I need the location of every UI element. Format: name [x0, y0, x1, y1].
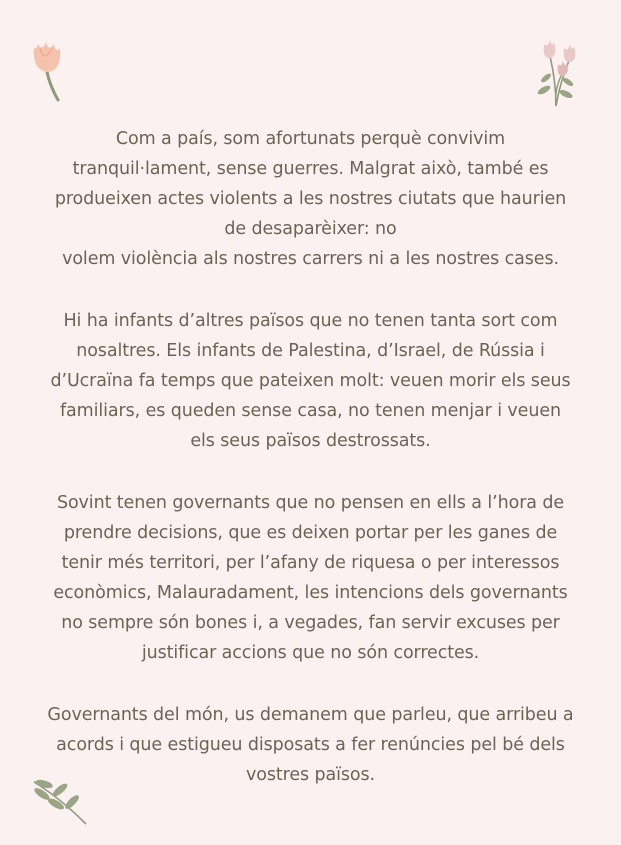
text-line: tranquil·lament, sense guerres. Malgrat això, també es	[72, 159, 549, 179]
text-line: no sempre són bones i, a vegades, fan servir excuses per	[61, 613, 560, 633]
text-line: vostres països.	[246, 765, 375, 785]
text-line: justificar accions que no són correctes.	[141, 643, 480, 663]
text-line: Sovint tenen governants que no pensen en ells a l’hora de	[56, 493, 565, 513]
text-line: tenir més territori, per l’afany de riquesa o per interessos	[61, 553, 560, 573]
text-line: Com a país, som afortunats perquè convivim	[115, 129, 506, 149]
text-line: familiars, es queden sense casa, no tenen menjar i veuen	[59, 401, 561, 421]
text-line: acords i que estigueu disposats a fer renúncies pel bé dels	[56, 735, 565, 755]
text-line: els seus països destrossats.	[190, 431, 431, 451]
text-line: prendre decisions, que es deixen portar per les ganes de	[63, 523, 558, 543]
text-line: Governants del món, us demanem que parleu, que arribeu a	[47, 705, 574, 725]
paragraph-2	[18, 306, 603, 456]
text-line: volem violència als nostres carrers ni a les nostres cases.	[62, 249, 559, 269]
text-line: produeixen actes violents a les nostres ciutats que haurien	[54, 189, 567, 209]
pink-tulip-icon	[28, 38, 68, 104]
paragraph-4	[18, 700, 603, 790]
flower-bouquet-icon	[530, 34, 586, 110]
text-line: d’Ucraïna fa temps que pateixen molt: veuen morir els seus	[50, 371, 571, 391]
text-line: de desaparèixer: no	[224, 219, 397, 239]
text-line: Hi ha infants d’altres països que no tenen tanta sort com	[63, 311, 558, 331]
paragraph-3	[18, 488, 603, 668]
paragraph-1	[18, 124, 603, 274]
text-line: nosaltres. Els infants de Palestina, d’Israel, de Rússia i	[76, 341, 545, 361]
text-line: econòmics, Malauradament, les intencions dels governants	[53, 583, 568, 603]
